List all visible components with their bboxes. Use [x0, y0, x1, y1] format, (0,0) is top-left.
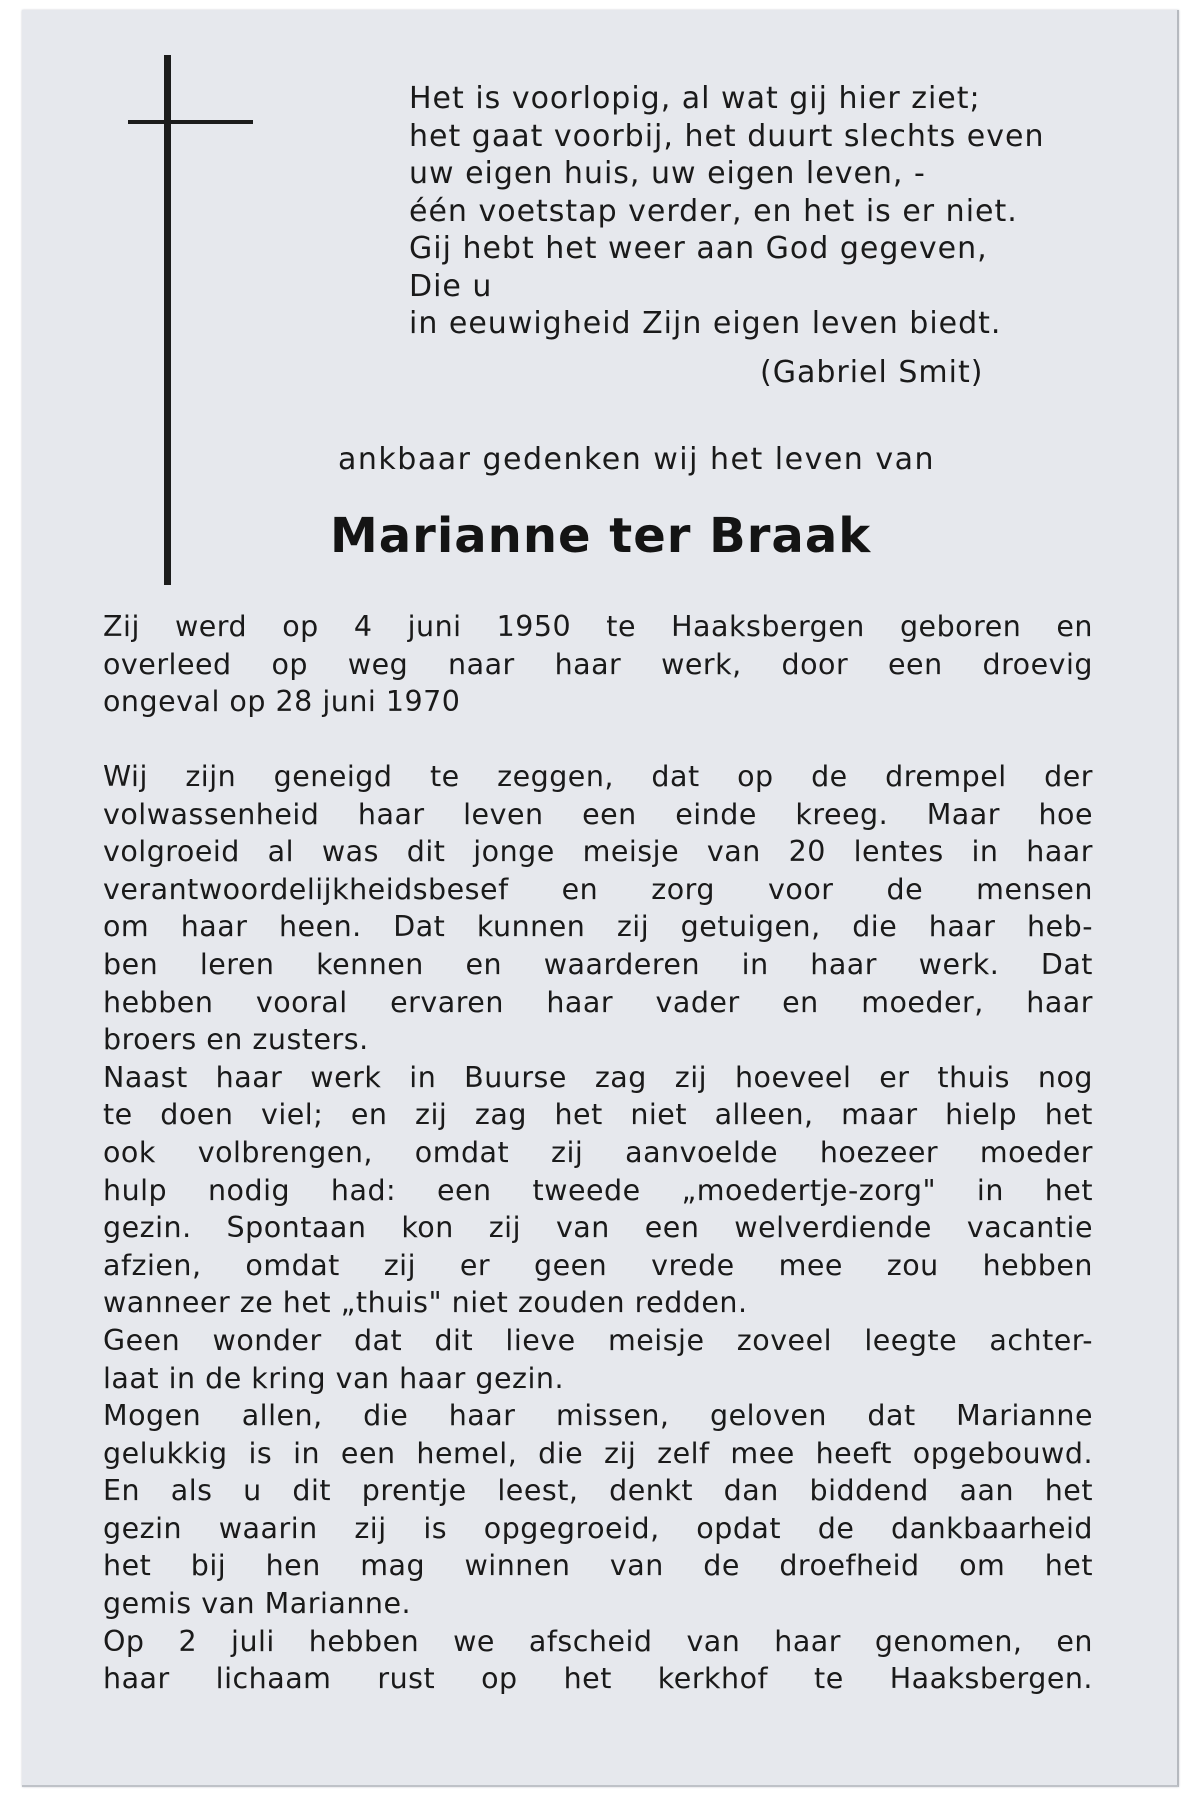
tribute-line: gelukkig is in een hemel, die zij zelf mee heeft opgebouwd. [103, 1436, 1093, 1470]
birth-paragraph [103, 608, 1093, 721]
poem-line: in eeuwigheid Zijn eigen leven biedt. [409, 306, 1002, 341]
birth-line: ongeval op 28 juni 1970 [103, 685, 461, 718]
poem-line: Gij hebt het weer aan God gegeven, [409, 231, 988, 266]
poem-line: Het is voorlopig, al wat gij hier ziet; [409, 81, 981, 116]
tribute-line: Wij zijn geneigd te zeggen, dat op de drempel der [103, 760, 1093, 793]
tribute-line: broers en zusters. [103, 1023, 369, 1057]
tribute-line: gezin waarin zij is opgegroeid, opdat de dankbaarheid [103, 1511, 1093, 1545]
tribute-line: te doen viel; en zij zag het niet alleen, maar hielp het [103, 1098, 1093, 1132]
tribute-line: gezin. Spontaan kon zij van een welverdiende vacantie [103, 1211, 1093, 1245]
tribute-line: ook volbrengen, omdat zij aanvoelde hoezeer moeder [103, 1135, 1093, 1169]
tribute-line: Naast haar werk in Buurse zag zij hoeveel er thuis nog [103, 1060, 1093, 1094]
tribute-line: Mogen allen, die haar missen, geloven dat Marianne [103, 1399, 1093, 1433]
tribute-line: om haar heen. Dat kunnen zij getuigen, die haar heb- [103, 910, 1093, 944]
tribute-line: ben leren kennen en waarderen in haar werk. Dat [103, 947, 1093, 981]
tribute-line: verantwoordelijkheidsbesef en zorg voor de mensen [103, 872, 1093, 906]
birth-line: Zij werd op 4 juni 1950 te Haaksbergen geboren en [103, 610, 1093, 643]
poem-attribution: (Gabriel Smit) [760, 355, 984, 390]
tribute-paragraph [103, 758, 1093, 1698]
tribute-line: wanneer ze het „thuis" niet zouden redden. [103, 1286, 748, 1320]
poem [409, 80, 1109, 343]
poem-line: Die u [409, 268, 493, 304]
cross-icon-bar [128, 120, 253, 124]
cross-icon [164, 55, 171, 585]
tribute-line: het bij hen mag winnen van de droefheid om het [103, 1549, 1093, 1583]
birth-line: overleed op weg naar haar werk, door een droevig [103, 647, 1093, 681]
tribute-line: Geen wonder dat dit lieve meisje zoveel leegte achter- [103, 1323, 1093, 1357]
tribute-line: haar lichaam rust op het kerkhof te Haaksbergen. [103, 1662, 1093, 1696]
intro-line: ankbaar gedenken wij het leven van [338, 442, 935, 477]
deceased-name: Marianne ter Braak [330, 508, 872, 564]
tribute-line: hebben vooral ervaren haar vader en moeder, haar [103, 985, 1093, 1019]
tribute-line: volwassenheid haar leven een einde kreeg. Maar hoe [103, 797, 1093, 831]
tribute-line: hulp nodig had: een tweede „moedertje-zorg" in het [103, 1173, 1093, 1207]
tribute-line: gemis van Marianne. [103, 1587, 412, 1621]
tribute-line: Op 2 juli hebben we afscheid van haar genomen, en [103, 1624, 1093, 1658]
tribute-line: laat in de kring van haar gezin. [103, 1361, 565, 1395]
poem-line: één voetstap verder, en het is er niet. [409, 193, 1018, 229]
poem-line: het gaat voorbij, het duurt slechts even [409, 118, 1045, 154]
tribute-line: afzien, omdat zij er geen vrede mee zou hebben [103, 1248, 1093, 1282]
poem-line: uw eigen huis, uw eigen leven, - [409, 156, 926, 191]
tribute-line: volgroeid al was dit jonge meisje van 20 lentes in haar [103, 835, 1093, 869]
tribute-line: En als u dit prentje leest, denkt dan biddend aan het [103, 1474, 1093, 1508]
